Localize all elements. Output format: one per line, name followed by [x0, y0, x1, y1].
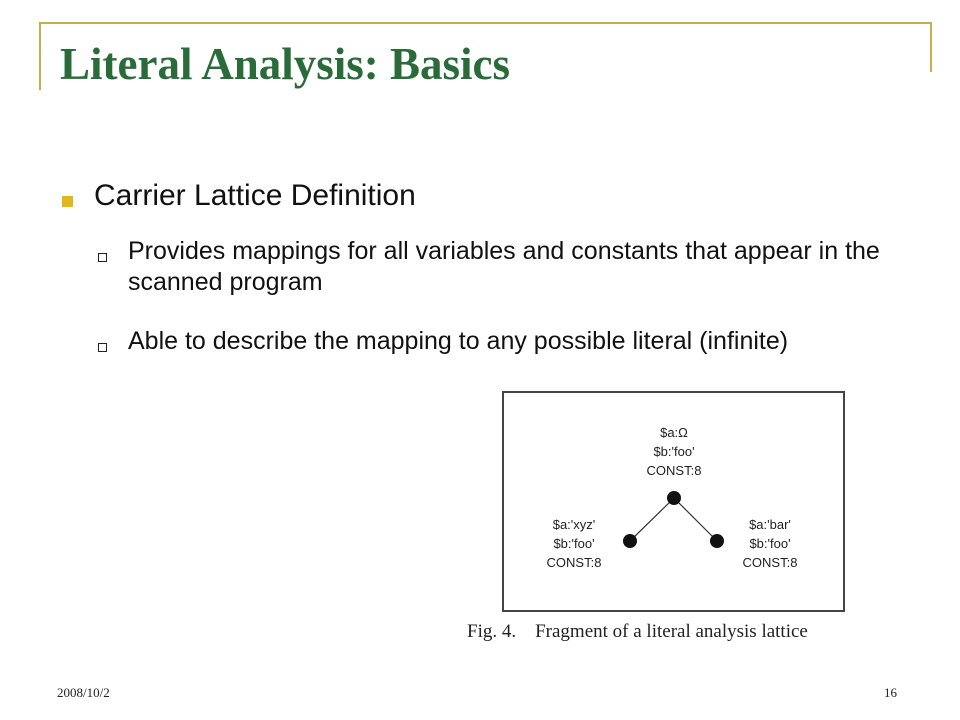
- top-node-line-3: CONST:8: [646, 463, 702, 478]
- lattice-node-right: [710, 534, 724, 548]
- footer-date: 2008/10/2: [57, 685, 110, 700]
- lattice-edge-left: [630, 498, 674, 541]
- left-node-line-3: CONST:8: [546, 555, 602, 570]
- sub-bullet-text-2: Able to describe the mapping to any possible literal (infinite): [128, 327, 789, 355]
- lattice-figure: [502, 391, 845, 612]
- top-node-line-1: $a:Ω: [660, 425, 688, 440]
- right-node-line-1: $a:'bar': [749, 517, 791, 532]
- slide-frame-left: [39, 22, 41, 90]
- slide-frame-top: [39, 22, 932, 24]
- right-node-label: [730, 515, 810, 572]
- top-node-label: [634, 423, 714, 480]
- sub-bullet-text-1: Provides mappings for all variables and constants that appear in the scanned program: [128, 237, 880, 296]
- left-node-label: [534, 515, 614, 572]
- top-node-line-2: $b:'foo': [653, 444, 695, 459]
- right-node-line-3: CONST:8: [742, 555, 798, 570]
- figure-caption: Fig. 4. Fragment of a literal analysis lattice: [467, 621, 808, 642]
- slide-title: Literal Analysis: Basics: [60, 39, 511, 89]
- slide-frame-right: [930, 22, 932, 72]
- bullet-text: Carrier Lattice Definition: [94, 179, 416, 212]
- lattice-node-top: [667, 491, 681, 505]
- page-number: 16: [884, 685, 897, 700]
- sub-bullet-box-icon: [98, 343, 107, 352]
- lattice-edge-right: [674, 498, 717, 541]
- right-node-line-2: $b:'foo': [749, 536, 791, 551]
- sub-bullet-box-icon: [98, 253, 107, 262]
- bullet-square-icon: [62, 196, 73, 207]
- left-node-line-2: $b:'foo': [553, 536, 595, 551]
- lattice-node-left: [623, 534, 637, 548]
- left-node-line-1: $a:'xyz': [552, 517, 596, 532]
